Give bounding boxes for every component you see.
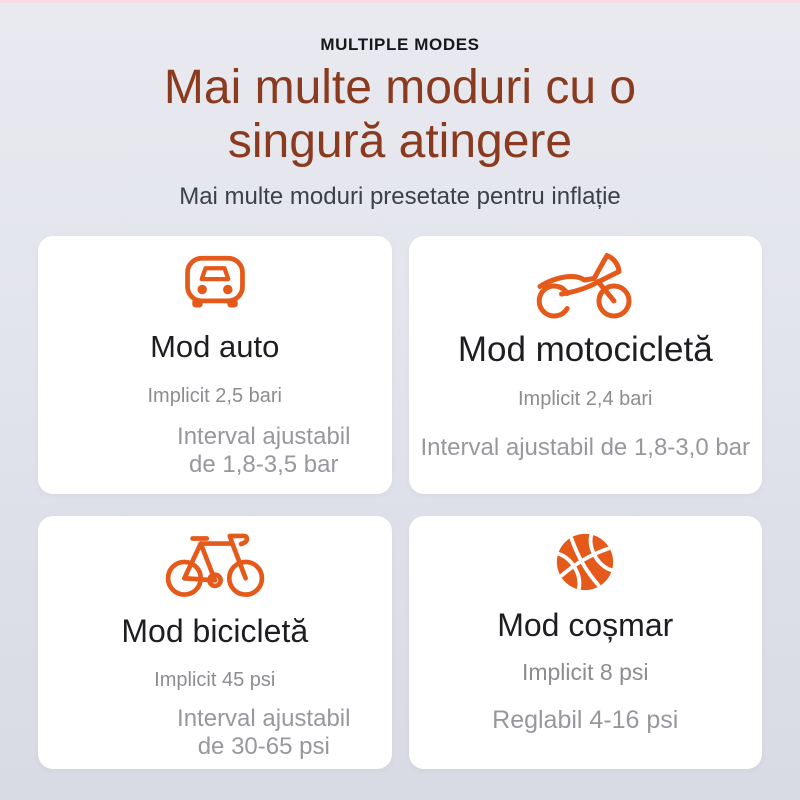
pressure-range (177, 705, 350, 761)
default-pressure: Implicit 2,4 bari (518, 388, 653, 410)
pressure-range-line2: de 1,8-3,5 bar (189, 451, 339, 478)
page-title-line2: singură atingere (227, 115, 573, 168)
mode-card-bicycle (38, 516, 392, 769)
page-header (0, 35, 800, 211)
pressure-range: Reglabil 4-16 psi (492, 706, 679, 734)
page-title (0, 61, 800, 169)
bicycle-icon (164, 529, 266, 601)
pressure-range (177, 423, 350, 479)
mode-card-ball (409, 516, 763, 769)
car-icon (179, 249, 251, 313)
motorcycle-icon (534, 249, 636, 321)
page-title-line1: Mai multe moduri cu o (163, 61, 637, 114)
mode-title: Mod bicicletă (121, 613, 309, 649)
basketball-icon (552, 529, 618, 595)
pressure-range-line1: Interval ajustabil (177, 423, 351, 450)
mode-card-motorcycle (409, 236, 763, 494)
mode-cards-grid (38, 236, 762, 769)
pressure-range-line2: de 30-65 psi (197, 733, 330, 760)
page-subtitle: Mai multe moduri presetate pentru inflație (179, 183, 621, 210)
mode-card-auto (38, 236, 392, 494)
default-pressure: Implicit 8 psi (521, 659, 649, 685)
pressure-range-line1: Interval ajustabil (177, 705, 351, 732)
pressure-range: Interval ajustabil de 1,8-3,0 bar (420, 434, 751, 461)
top-accent-strip (0, 0, 800, 3)
eyebrow-text: MULTIPLE MODES (320, 35, 480, 54)
mode-title: Mod auto (150, 329, 280, 364)
default-pressure: Implicit 2,5 bari (147, 385, 282, 407)
default-pressure: Implicit 45 psi (154, 669, 276, 691)
mode-title: Mod motocicletă (457, 330, 713, 369)
mode-title: Mod coșmar (497, 607, 674, 643)
